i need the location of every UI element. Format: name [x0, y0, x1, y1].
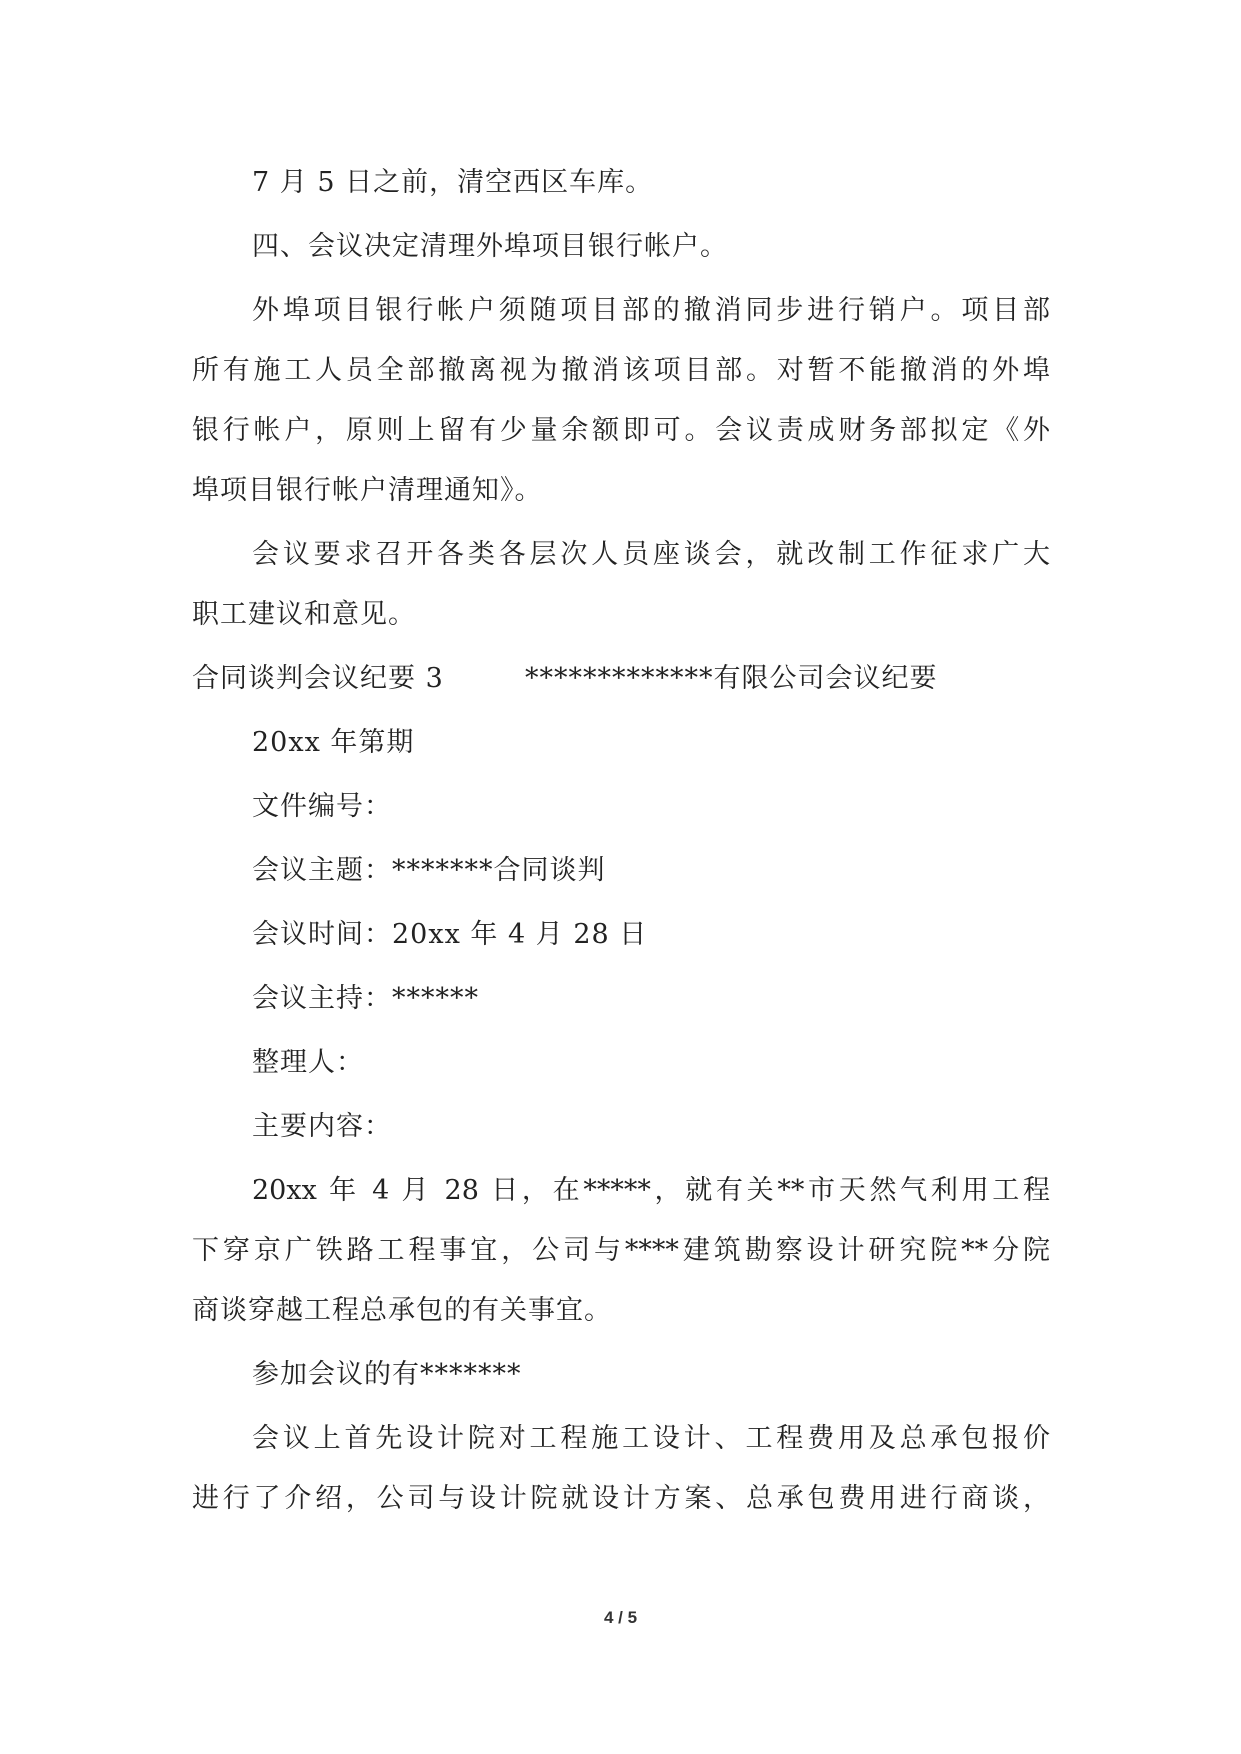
meeting-host-line: 会议主持：******: [252, 983, 479, 1014]
issue-line: 20xx 年第期: [252, 727, 415, 758]
meeting-time-line: 会议时间：20xx 年 4 月 28 日: [252, 919, 648, 950]
company-minutes-title: *************有限公司会议纪要: [525, 663, 938, 694]
paragraph-line: 进行了介绍，公司与设计院就设计方案、总承包费用进行商谈，: [192, 1483, 1050, 1514]
attendees-line: 参加会议的有*******: [252, 1359, 522, 1390]
paragraph-line: 职工建议和意见。: [192, 599, 416, 630]
paragraph-line: 商谈穿越工程总承包的有关事宜。: [192, 1295, 612, 1326]
paragraph-line: 埠项目银行帐户清理通知》。: [192, 475, 543, 506]
paragraph-item-four: 四、会议决定清理外埠项目银行帐户。: [252, 231, 728, 262]
paragraph-line: 会议要求召开各类各层次人员座谈会，就改制工作征求广大: [252, 539, 1050, 570]
meeting-topic-line: 会议主题：*******合同谈判: [252, 855, 606, 886]
main-content-label: 主要内容：: [252, 1111, 392, 1142]
paragraph-line: 会议上首先设计院对工程施工设计、工程费用及总承包报价: [252, 1423, 1050, 1454]
recorder-line: 整理人：: [252, 1047, 364, 1078]
paragraph-line: 银行帐户，原则上留有少量余额即可。会议责成财务部拟定《外: [192, 415, 1050, 446]
paragraph-line: 下穿京广铁路工程事宜，公司与****建筑勘察设计研究院**分院: [192, 1235, 1050, 1266]
section-heading: 合同谈判会议纪要 3: [192, 663, 444, 694]
paragraph-line: 20xx 年 4 月 28 日，在*****，就有关**市天然气利用工程: [252, 1175, 1050, 1206]
file-number-line: 文件编号：: [252, 791, 392, 822]
paragraph-deadline: 7 月 5 日之前，清空西区车库。: [252, 167, 654, 198]
paragraph-line: 外埠项目银行帐户须随项目部的撤消同步进行销户。项目部: [252, 295, 1050, 326]
paragraph-line: 所有施工人员全部撤离视为撤消该项目部。对暂不能撤消的外埠: [192, 355, 1050, 386]
page-number: 4 / 5: [603, 1608, 638, 1627]
